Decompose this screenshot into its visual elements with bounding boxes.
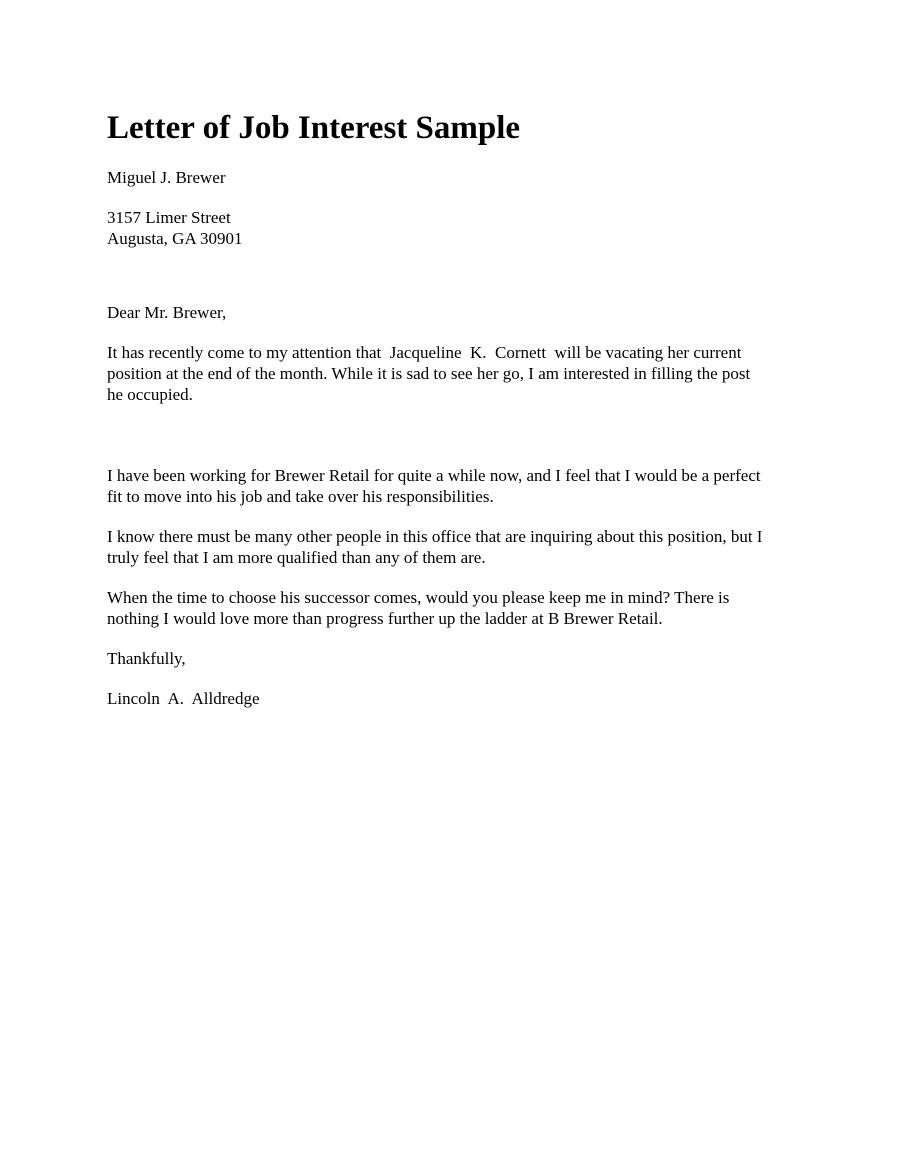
paragraph-1 [107,342,797,405]
letter-body [107,108,797,709]
paragraph-2 [107,465,797,507]
paragraph-3-line-1: I know there must be many other people in this office that are inquiring about this position, but I [107,527,763,546]
signature: Lincoln A. Alldredge [107,689,260,708]
paragraph-4-line-1: When the time to choose his successor comes, would you please keep me in mind? There is [107,588,730,607]
page-title: Letter of Job Interest Sample [107,110,521,146]
paragraph-1-line-1: It has recently come to my attention that Jacqueline K. Cornett will be vacating her current [107,343,742,362]
paragraph-1-line-2: position at the end of the month. While it is sad to see her go, I am interested in filling the post [107,364,751,383]
address-line-1: 3157 Limer Street [107,208,231,227]
closing-block [107,648,797,669]
signature-block [107,688,797,709]
paragraph-3 [107,526,797,568]
salutation: Dear Mr. Brewer, [107,303,227,322]
sender-name: Miguel J. Brewer [107,168,226,187]
sender-name-block [107,167,797,188]
paragraph-4-line-2: nothing I would love more than progress further up the ladder at B Brewer Retail. [107,609,663,628]
paragraph-2-line-1: I have been working for Brewer Retail for quite a while now, and I feel that I would be a perfect [107,466,761,485]
address-line-2: Augusta, GA 30901 [107,229,243,248]
paragraph-2-line-2: fit to move into his job and take over his responsibilities. [107,487,494,506]
paragraph-4 [107,587,797,629]
salutation-block [107,302,797,323]
paragraph-3-line-2: truly feel that I am more qualified than any of them are. [107,548,486,567]
paragraph-1-line-3: he occupied. [107,385,193,404]
closing: Thankfully, [107,649,186,668]
sender-address [107,207,797,249]
